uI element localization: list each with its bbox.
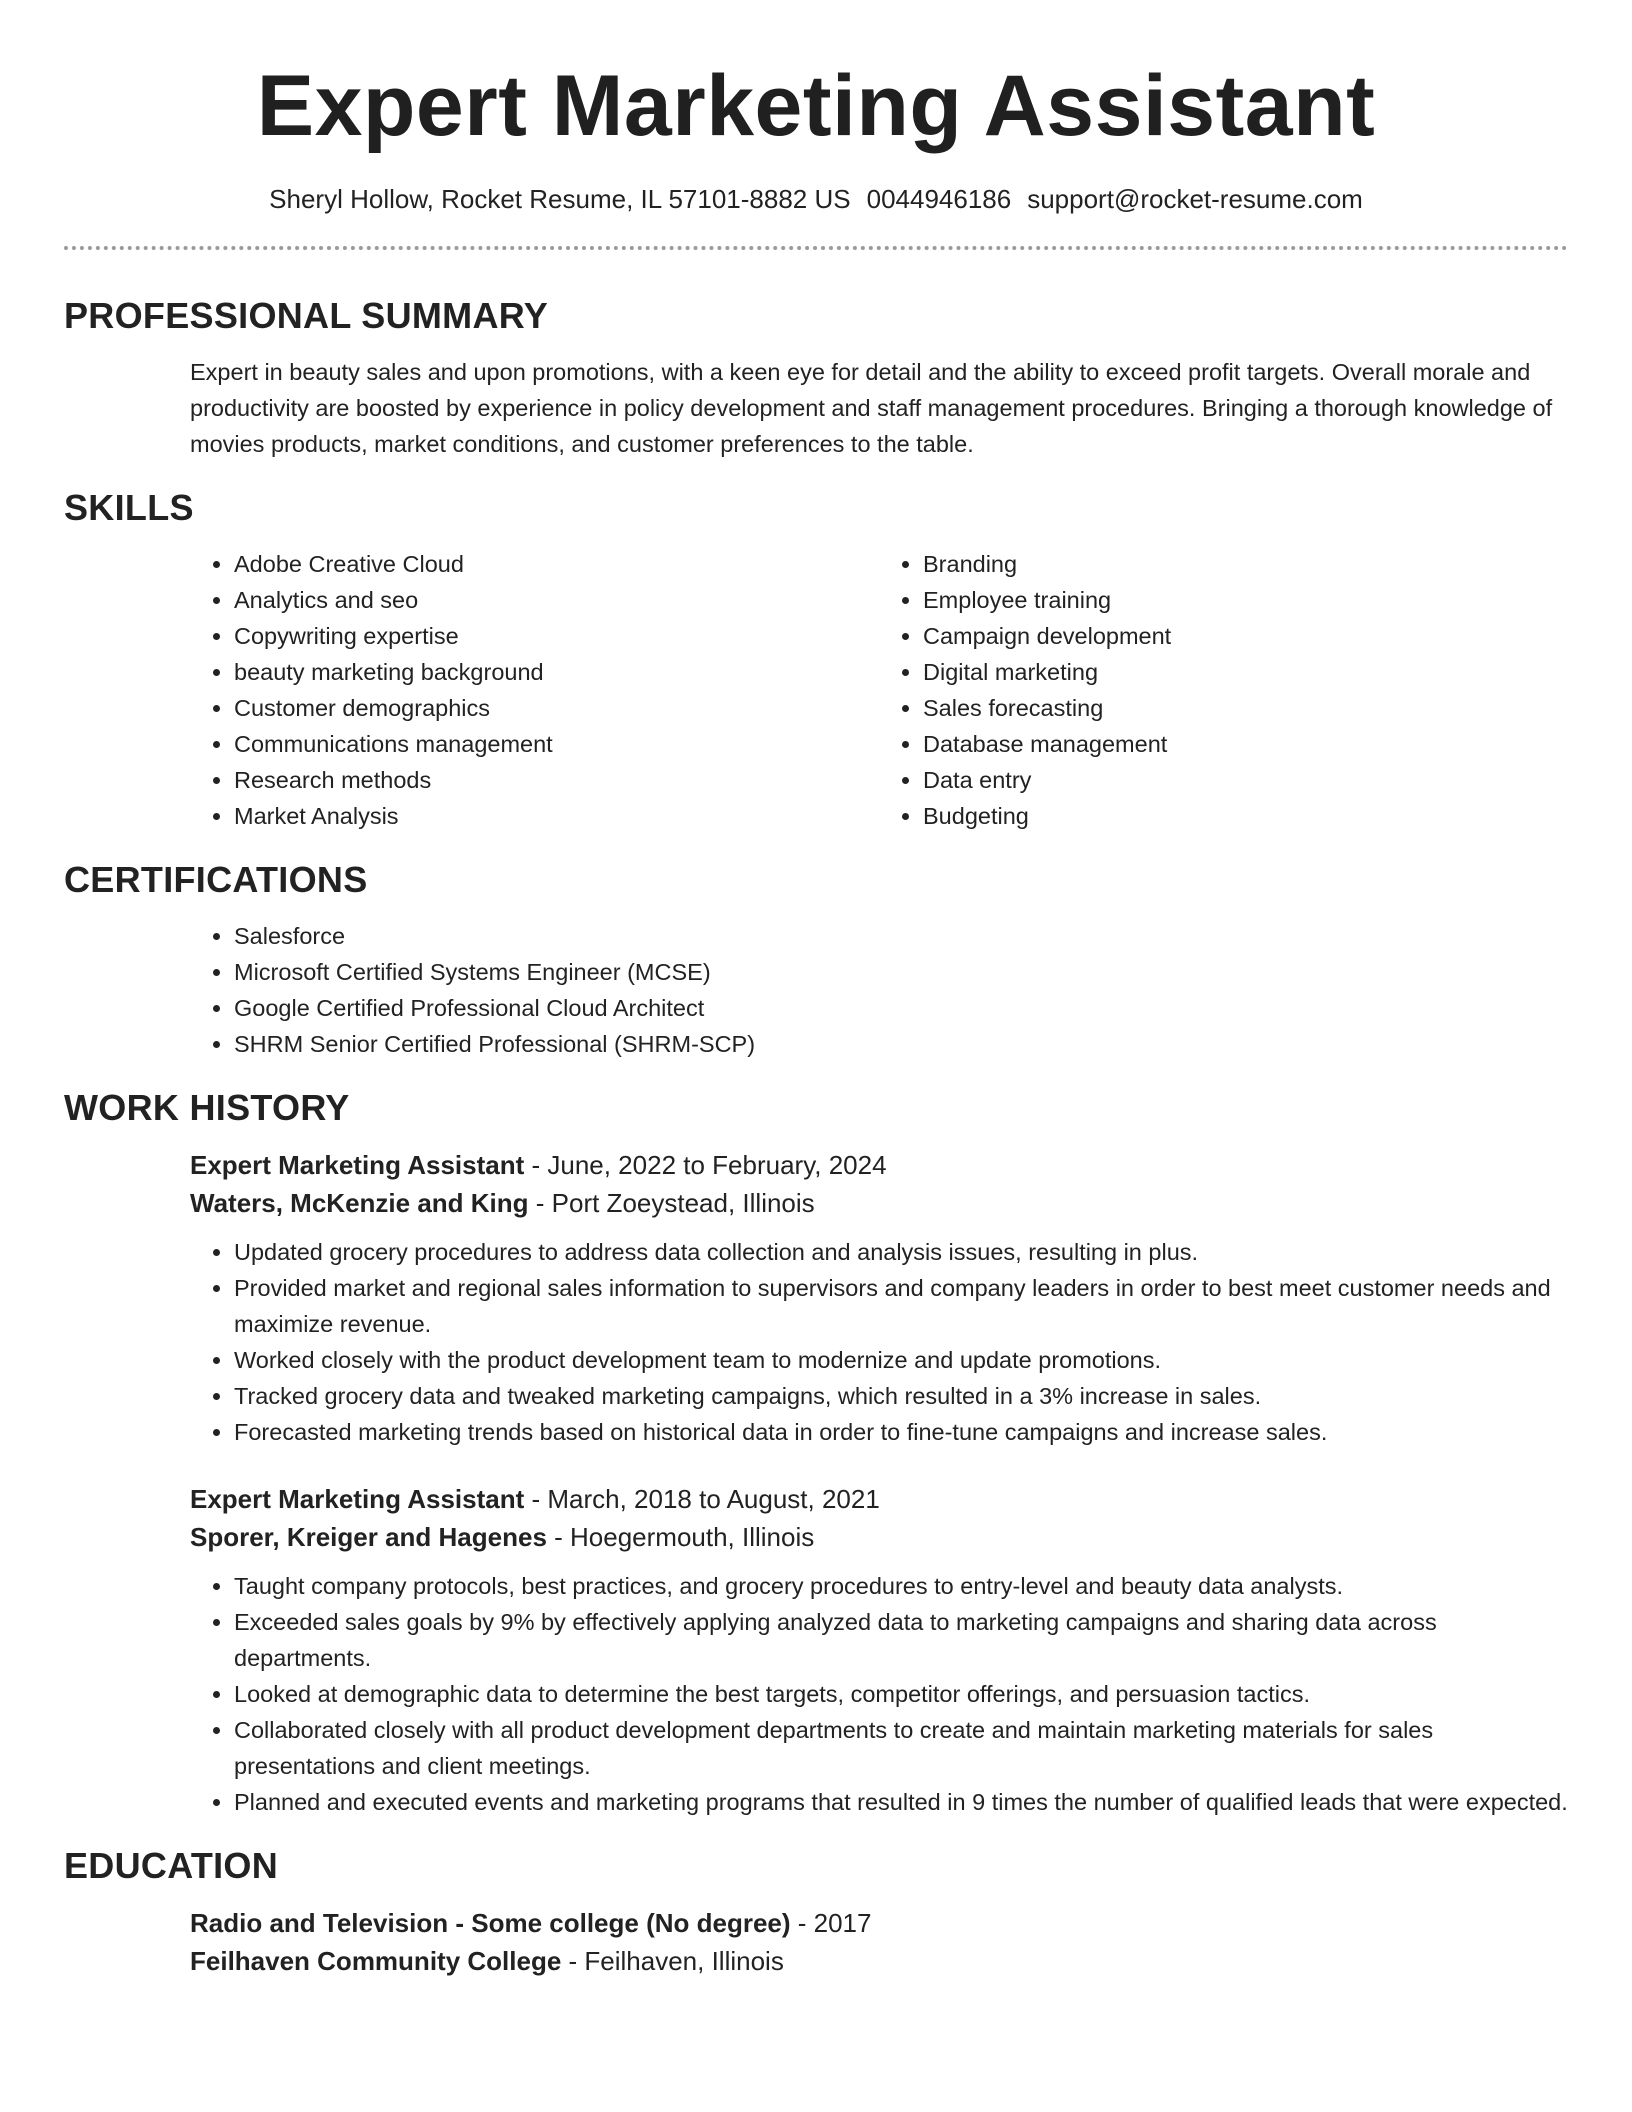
summary-title: PROFESSIONAL SUMMARY xyxy=(64,295,549,336)
work-history-title: WORK HISTORY xyxy=(64,1087,350,1128)
job-role: Expert Marketing Assistant xyxy=(190,1484,525,1514)
job-bullet: • Planned and executed events and marketing programs that resulted in 9 times the number of qualified leads that were expected. xyxy=(234,1784,1568,1820)
skill-item: • Sales forecasting xyxy=(923,690,1568,726)
skill-item: • Copywriting expertise xyxy=(234,618,879,654)
skill-item: • Digital marketing xyxy=(923,654,1568,690)
contact-line xyxy=(0,182,1632,216)
job-location: - Hoegermouth, Illinois xyxy=(546,1522,815,1552)
summary-section xyxy=(64,294,1568,462)
skill-item: • Branding xyxy=(923,546,1568,582)
skill-item: • Budgeting xyxy=(923,798,1568,834)
job-company-line xyxy=(190,1518,1568,1556)
skill-item: • Database management xyxy=(923,726,1568,762)
job-bullets xyxy=(190,1234,1568,1450)
skills-title: SKILLS xyxy=(64,487,194,528)
skill-item: • beauty marketing background xyxy=(234,654,879,690)
header-divider xyxy=(64,246,1568,250)
job-bullets xyxy=(190,1568,1568,1820)
job-bullet: • Looked at demographic data to determine the best targets, competitor offerings, and persuasion tactics. xyxy=(234,1676,1568,1712)
skills-list-left xyxy=(190,546,879,834)
summary-text: Expert in beauty sales and upon promotions, with a keen eye for detail and the ability to exceed profit targets. Overall morale and productivity are boosted by experience in policy development and staff management procedures. Bringing a thorough knowledge of movies products, market conditions, and customer preferences to the table. xyxy=(190,359,1553,457)
job-bullet: • Collaborated closely with all product development departments to create and maintain marketing materials for sales presentations and client meetings. xyxy=(234,1712,1568,1784)
education-degree-line xyxy=(190,1904,1568,1942)
certifications-title: CERTIFICATIONS xyxy=(64,859,368,900)
job-entry xyxy=(190,1146,1568,1450)
education-section xyxy=(64,1844,1568,1980)
job-title-line xyxy=(190,1146,1568,1184)
job-bullet: • Exceeded sales goals by 9% by effectively applying analyzed data to marketing campaigns and sharing data across departments. xyxy=(234,1604,1568,1676)
skill-item: • Data entry xyxy=(923,762,1568,798)
job-dates: - March, 2018 to August, 2021 xyxy=(524,1484,880,1514)
job-bullet: • Tracked grocery data and tweaked marketing campaigns, which resulted in a 3% increase in sales. xyxy=(234,1378,1568,1414)
job-bullet: • Worked closely with the product development team to modernize and update promotions. xyxy=(234,1342,1568,1378)
job-company: Waters, McKenzie and King xyxy=(190,1188,529,1218)
skill-item: • Research methods xyxy=(234,762,879,798)
certifications-section xyxy=(64,858,1568,1062)
job-dates: - June, 2022 to February, 2024 xyxy=(524,1150,887,1180)
education-year: - 2017 xyxy=(790,1908,872,1938)
certifications-list xyxy=(190,918,1568,1062)
skills-section xyxy=(64,486,1568,834)
job-role: Expert Marketing Assistant xyxy=(190,1150,525,1180)
certification-item: • Microsoft Certified Systems Engineer (MCSE) xyxy=(234,954,1568,990)
education-location: - Feilhaven, Illinois xyxy=(561,1946,784,1976)
education-school: Feilhaven Community College xyxy=(190,1946,562,1976)
job-bullet: • Forecasted marketing trends based on historical data in order to fine-tune campaigns and increase sales. xyxy=(234,1414,1568,1450)
skill-item: • Campaign development xyxy=(923,618,1568,654)
skill-item: • Communications management xyxy=(234,726,879,762)
work-history-section xyxy=(64,1086,1568,1820)
job-bullet: • Provided market and regional sales information to supervisors and company leaders in order to best meet customer needs and maximize revenue. xyxy=(234,1270,1568,1342)
skill-item: • Employee training xyxy=(923,582,1568,618)
skills-list-right xyxy=(879,546,1568,834)
contact-address: Sheryl Hollow, Rocket Resume, IL 57101-8882 US xyxy=(269,184,851,214)
job-bullet: • Updated grocery procedures to address data collection and analysis issues, resulting in plus. xyxy=(234,1234,1568,1270)
skill-item: • Customer demographics xyxy=(234,690,879,726)
job-title-line xyxy=(190,1480,1568,1518)
job-bullet: • Taught company protocols, best practices, and grocery procedures to entry-level and beauty data analysts. xyxy=(234,1568,1568,1604)
job-company: Sporer, Kreiger and Hagenes xyxy=(190,1522,547,1552)
education-degree: Radio and Television - Some college (No degree) xyxy=(190,1908,791,1938)
education-school-line xyxy=(190,1942,1568,1980)
skill-item: • Adobe Creative Cloud xyxy=(234,546,879,582)
certification-item: • Salesforce xyxy=(234,918,1568,954)
certification-item: • Google Certified Professional Cloud Architect xyxy=(234,990,1568,1026)
certification-item: • SHRM Senior Certified Professional (SHRM-SCP) xyxy=(234,1026,1568,1062)
job-company-line xyxy=(190,1184,1568,1222)
skill-item: • Analytics and seo xyxy=(234,582,879,618)
job-entry xyxy=(190,1480,1568,1820)
skills-columns xyxy=(190,546,1568,834)
skill-item: • Market Analysis xyxy=(234,798,879,834)
education-title: EDUCATION xyxy=(64,1845,279,1886)
contact-phone: 0044946186 xyxy=(866,184,1012,214)
contact-email[interactable]: support@rocket-resume.com xyxy=(1027,184,1363,214)
resume-name: Expert Marketing Assistant xyxy=(256,58,1376,154)
job-location: - Port Zoeystead, Illinois xyxy=(528,1188,815,1218)
